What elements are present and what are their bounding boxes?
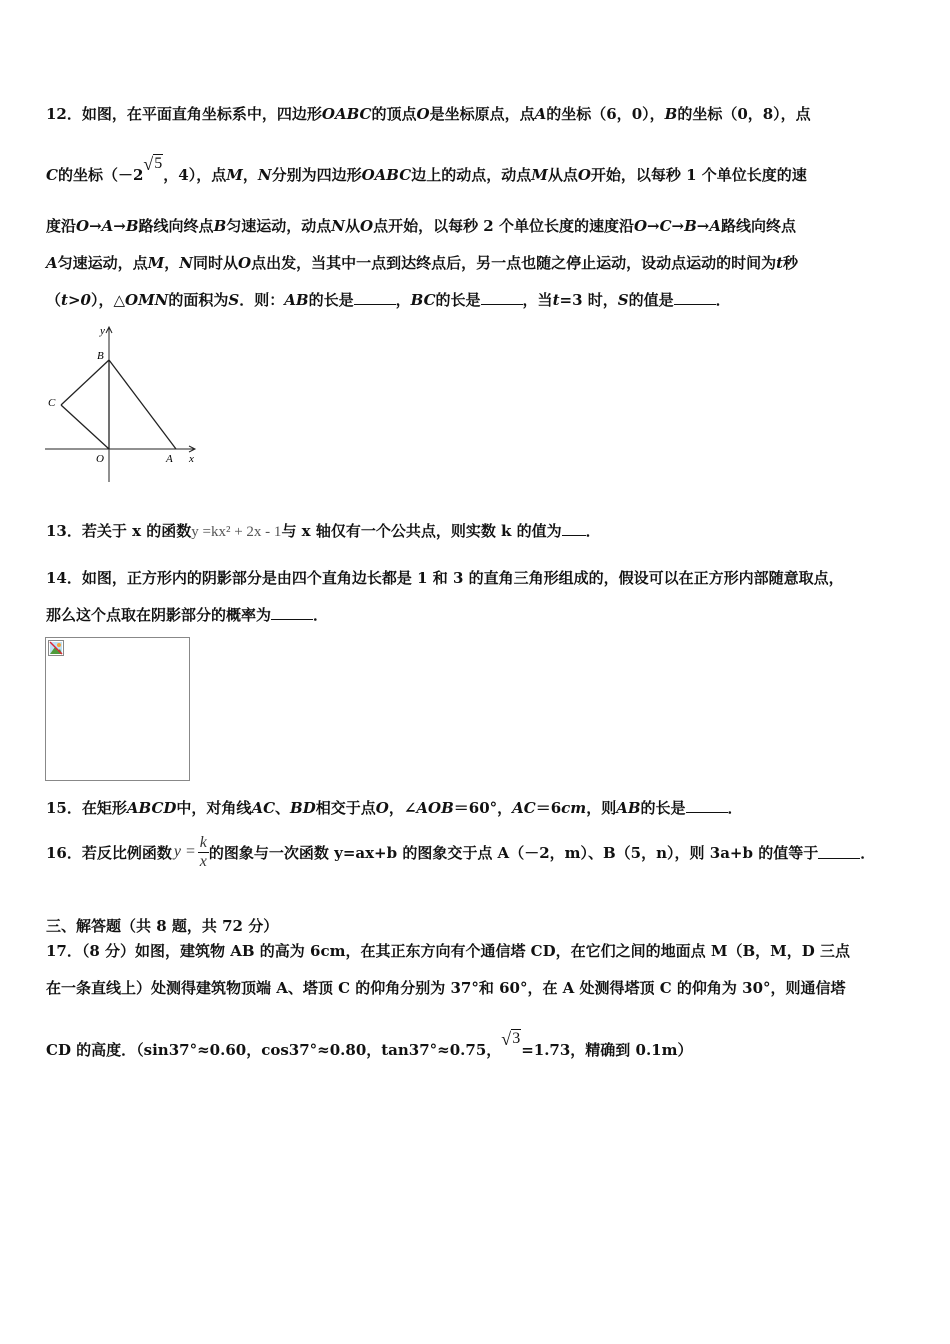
label-x: x (189, 453, 194, 465)
answer-blank[interactable] (674, 291, 716, 305)
q12-figure (40, 322, 210, 487)
answer-blank[interactable] (562, 522, 586, 536)
q13: 13．若关于 x 的函数y =kx² + 2x - 1与 x 轴仅有一个公共点，则实数 k 的值为 ． (46, 522, 601, 540)
q12-line5: （t>0），△OMN的面积为S．则：AB的长是 ，BC的长是 ，当t=3 时，S的值是 ． (46, 291, 731, 309)
q12-line1: 12．如图，在平面直角坐标系中，四边形OABC的顶点O是坐标原点，点A的坐标（6，0），B的坐标（0，8），点 (46, 105, 811, 123)
label-o: O (96, 453, 104, 465)
answer-blank[interactable] (818, 845, 860, 859)
segment-ba (109, 360, 176, 449)
q14-line2: 那么这个点取在阴影部分的概率为 ． (46, 606, 329, 624)
q13-formula: y =kx² + 2x - 1 (191, 524, 282, 540)
q16: 16．若反比例函数 y = $\frac{k}{x}$ 的图象与一次函数 y=ax+b 的图象交于点 A（－2，m）、B（5，n），则 3a+b 的值等于 ． (46, 833, 876, 870)
answer-blank[interactable] (271, 606, 313, 620)
q12-line4: A匀速运动，点M，N同时从O点出发，当其中一点到达终点后，另一点也随之停止运动，设动点运动的时间为t秒 (46, 254, 799, 272)
label-y: y (100, 325, 105, 337)
segment-co (61, 405, 109, 449)
answer-blank[interactable] (481, 291, 523, 305)
q14-line1: 14．如图，正方形内的阴影部分是由四个直角边长都是 1 和 3 的直角三角形组成的，假设可以在正方形内部随意取点， (46, 569, 844, 587)
q12-line3: 度沿O→A→B路线向终点B匀速运动，动点N从O点开始，以每秒 2 个单位长度的速度沿O→C→B→A路线向终点 (46, 217, 797, 235)
q17-line2: 在一条直线上）处测得建筑物顶端 A、塔顶 C 的仰角分别为 37°和 60°，在 A 处测得塔顶 C 的仰角为 30°，则通信塔 (46, 979, 846, 997)
q15: 15．在矩形ABCD中，对角线AC、BD相交于点O，∠AOB＝60°，AC＝6cm，则AB的长是 ． (46, 799, 743, 817)
q16-y: y = (173, 843, 196, 860)
answer-blank[interactable] (686, 799, 728, 813)
sqrt-three: √3 (501, 1029, 521, 1049)
sqrt-five: √5 (143, 154, 163, 174)
q16-fraction: $\frac{k}{x}$ (199, 833, 207, 870)
q17-line1: 17．（8 分）如图，建筑物 AB 的高为 6cm，在其正东方向有个通信塔 CD，在它们之间的地面点 M（B，M，D 三点 (46, 942, 850, 960)
label-b: B (97, 350, 104, 362)
answer-blank[interactable] (354, 291, 396, 305)
section-title: 三、解答题（共 8 题，共 72 分） (46, 917, 279, 935)
q17-line3: CD 的高度．（sin37°≈0.60，cos37°≈0.80，tan37°≈0.75，√3=1.73，精确到 0.1m） (46, 1029, 693, 1059)
broken-image-icon (48, 640, 64, 656)
q14-figure-placeholder (45, 637, 190, 781)
label-a: A (166, 453, 173, 465)
q12-line2: C的坐标（－2√5，4），点M，N分别为四边形OABC边上的动点，动点M从点O开始，以每秒 1 个单位长度的速 (46, 154, 807, 184)
segment-bc (61, 360, 109, 405)
label-c: C (48, 397, 56, 409)
